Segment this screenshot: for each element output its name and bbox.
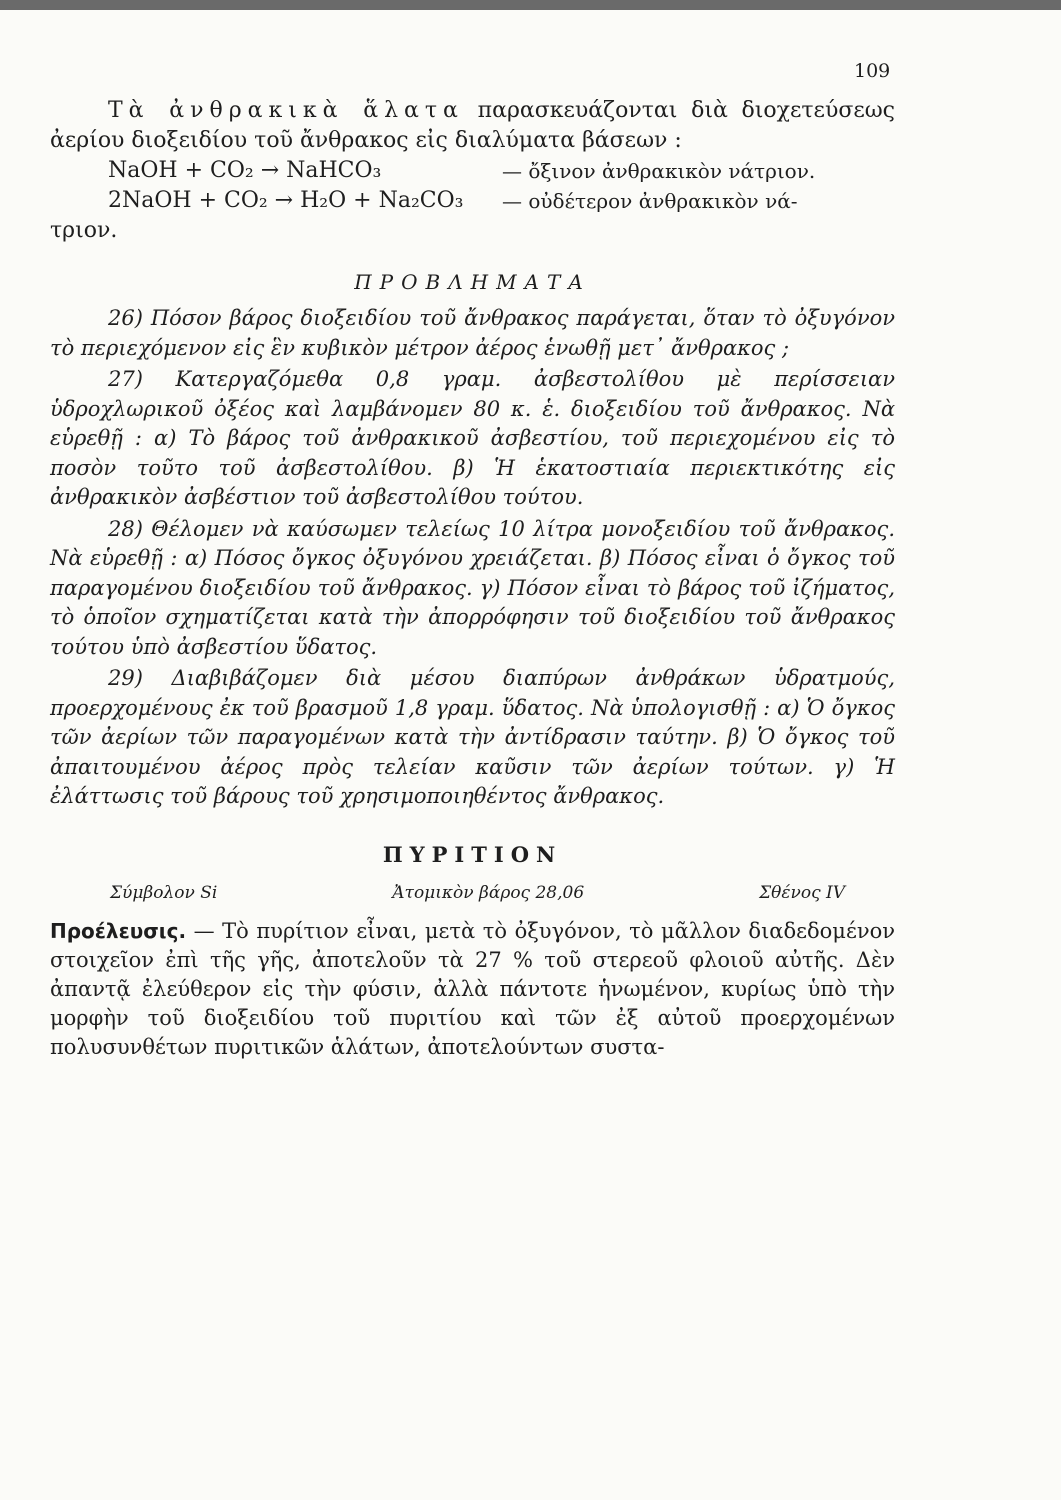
equation-lhs: NaOH + CO₂ → NaHCO₃ bbox=[108, 158, 382, 183]
origin-text: — Τὸ πυρίτιον εἶναι, μετὰ τὸ ὀξυγόνον, τὸ μᾶλλον διαδεδομένον στοιχεῖον ἐπὶ τῆς γῆς, ἀποτελοῦν τὰ 27 % τοῦ στερεοῦ φλοιοῦ αὐτῆς. Δὲν ἀπαντᾷ ἐλεύθερον εἰς τὴν φύσιν, ἀλλὰ πάντοτε ἡνωμένον, κυρίως ὑπὸ τὴν μορφὴν τοῦ διοξειδίου τοῦ πυριτίου καὶ τῶν ἐξ αὐτοῦ προερχομένων πολυσυνθέτων πυριτικῶν ἁλάτων, ἀποτελούντων συστα- bbox=[50, 918, 895, 1059]
origin-heading: Προέλευσις. bbox=[50, 918, 187, 943]
scan-edge-bar bbox=[0, 0, 1061, 10]
intro-spaced-phrase: Τὰ ἀνθρακικὰ ἅλατα bbox=[108, 98, 464, 123]
element-info-line bbox=[50, 883, 895, 903]
problem-item: 26) Πόσον βάρος διοξειδίου τοῦ ἄνθρακος παράγεται, ὅταν τὸ ὀξυγόνον τὸ περιεχόμενον εἰς ἓν κυβικὸν μέτρον ἀέρος ἑνωθῇ μετ᾽ ἄνθρακος ; bbox=[50, 306, 895, 360]
page-number: 109 bbox=[854, 60, 891, 82]
equation-row bbox=[50, 156, 895, 186]
problem-item: 27) Κατεργαζόμεθα 0,8 γραμ. ἀσβεστολίθου μὲ περίσσειαν ὑδροχλωρικοῦ ὀξέος καὶ λαμβάνομεν 80 κ. ἑ. διοξειδίου τοῦ ἄνθρακος. Νὰ εὑρεθῇ : α) Τὸ βάρος τοῦ ἀνθρακικοῦ ἀσβεστίου, τοῦ περιεχομένου εἰς τὸ ποσὸν τοῦτο τοῦ ἀσβεστολίθου. β) Ἡ ἑκατοστιαία περιεκτικότης εἰς ἀνθρακικὸν ἀσβέστιον τοῦ ἀσβεστολίθου τούτου. bbox=[50, 367, 895, 509]
problem-item: 28) Θέλομεν νὰ καύσωμεν τελείως 10 λίτρα μονοξειδίου τοῦ ἄνθρακος. Νὰ εὑρεθῇ : α) Πόσος ὄγκος ὀξυγόνου χρειάζεται. β) Πόσος εἶναι ὁ ὄγκος τοῦ παραγομένου διοξειδίου τοῦ ἄνθρακος. γ) Πόσον εἶναι τὸ βάρος τοῦ ἰζήματος, τὸ ὁποῖον σχηματίζεται κατὰ τὴν ἀπορρόφησιν τοῦ διοξειδίου τοῦ ἄνθρακος τούτου ὑπὸ ἀσβεστίου ὕδατος. bbox=[50, 516, 895, 659]
equation-rhs: — ὄξινον ἀνθρακικὸν νάτριον. bbox=[502, 159, 816, 183]
equation-lhs: 2NaOH + CO₂ → H₂O + Na₂CO₃ bbox=[108, 188, 464, 213]
element-atomic-weight: Ἀτομικὸν βάρος 28,06 bbox=[392, 882, 585, 903]
element-symbol: Σύμβολον Si bbox=[110, 882, 218, 903]
equation-continuation: τριον. bbox=[50, 218, 118, 243]
chapter-title: ΠΥΡΙΤΙΟΝ bbox=[382, 841, 563, 867]
equation-row bbox=[50, 186, 895, 216]
equation-rhs: — οὐδέτερον ἀνθρακικὸν νά- bbox=[502, 189, 798, 213]
intro-text: παρασκευάζονται διὰ διοχετεύσεως ἀερίου διοξειδίου τοῦ ἄνθρακος εἰς διαλύματα βάσεων : bbox=[50, 98, 895, 153]
element-valence: Σθένος IV bbox=[759, 882, 845, 903]
origin-paragraph bbox=[50, 917, 895, 1062]
problem-item: 29) Διαβιβάζομεν διὰ μέσου διαπύρων ἀνθράκων ὑδρατμούς, προερχομένους ἐκ τοῦ βρασμοῦ 1,8 γραμ. ὕδατος. Νὰ ὑπολογισθῇ : α) Ὁ ὄγκος τῶν ἀερίων τῶν παραγομένων κατὰ τὴν ἀντίδρασιν ταύτην. β) Ὁ ὄγκος τοῦ ἀπαιτουμένου ἀέρος πρὸς τελείαν καῦσιν τῶν ἀερίων τούτων. γ) Ἡ ἐλάττωσις τοῦ βάρους τοῦ χρησιμοποιηθέντος ἄνθρακος. bbox=[50, 666, 895, 808]
page-content bbox=[50, 96, 895, 1062]
problems-heading: ΠΡΟΒΛΗΜΑΤΑ bbox=[354, 270, 591, 294]
intro-paragraph bbox=[50, 96, 895, 156]
